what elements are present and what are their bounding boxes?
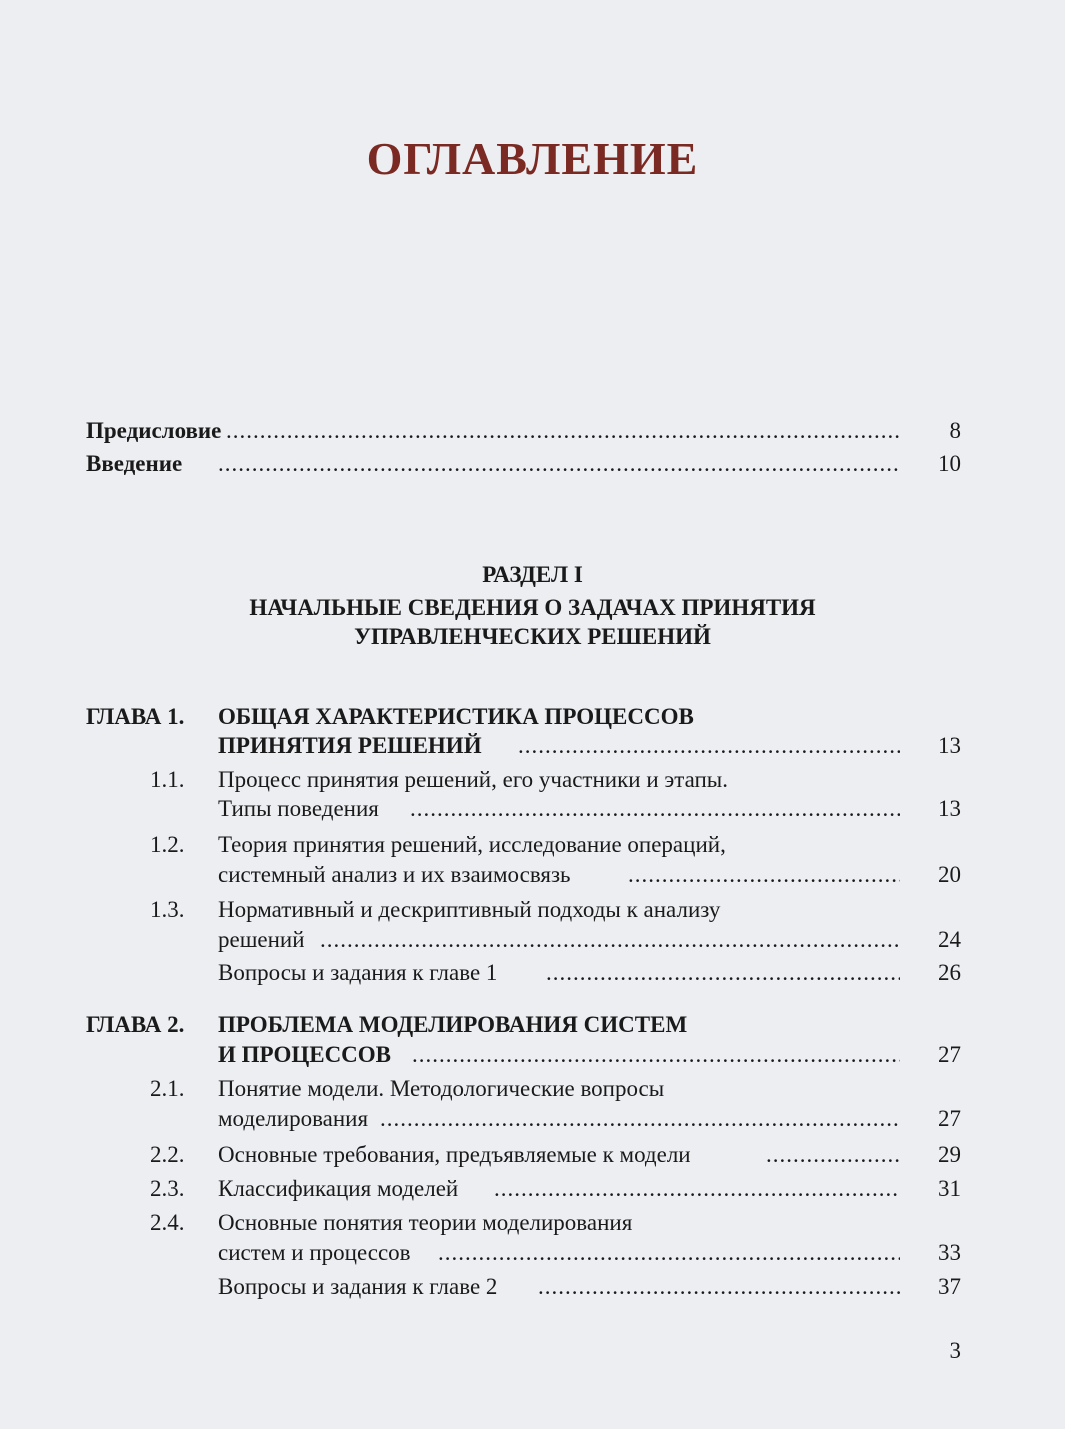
subsection-number: 2.3. [150, 1176, 185, 1201]
subsection-number: 2.1. [150, 1076, 185, 1101]
subsection-title-line2: Типы поведения [218, 796, 379, 821]
subsection-number: 2.4. [150, 1210, 185, 1235]
subsection-title-line1: Процесс принятия решений, его участники и этапы. [218, 767, 728, 792]
dot-leader [410, 794, 900, 824]
toc-page-number: 8 [949, 418, 961, 443]
subsection-title-line1: Понятие модели. Методологические вопросы [218, 1076, 665, 1101]
toc-page-number: 31 [938, 1176, 961, 1201]
subsection-title-line1: Классификация моделей [218, 1176, 459, 1201]
toc-page-number: 13 [938, 733, 961, 758]
toc-page-number: 27 [938, 1042, 961, 1067]
toc-entry-preface: Предисловие [86, 418, 222, 443]
toc-page-number: 27 [938, 1106, 961, 1131]
dot-leader [226, 416, 900, 446]
dot-leader [538, 1272, 900, 1302]
dot-leader [380, 1104, 900, 1134]
toc-page-number: 20 [938, 862, 961, 887]
subsection-title-line2: решений [218, 927, 305, 952]
dot-leader [320, 925, 900, 955]
dot-leader [546, 958, 900, 988]
subsection-number: 2.2. [150, 1142, 185, 1167]
toc-entry-introduction: Введение [86, 451, 183, 476]
toc-page-number: 24 [938, 927, 961, 952]
toc-page-number: 10 [938, 451, 961, 476]
chapter-title-line1: ОБЩАЯ ХАРАКТЕРИСТИКА ПРОЦЕССОВ [218, 704, 694, 729]
subsection-title-line1: Нормативный и дескриптивный подходы к анализу [218, 897, 721, 922]
section-label: РАЗДЕЛ I [482, 562, 583, 587]
dot-leader [766, 1140, 900, 1170]
subsection-title-line1: Основные понятия теории моделирования [218, 1210, 633, 1235]
dot-leader [412, 1040, 900, 1070]
toc-page-number: 37 [938, 1274, 961, 1299]
subsection-title-line2: систем и процессов [218, 1240, 411, 1265]
toc-page-number: 29 [938, 1142, 961, 1167]
questions-entry: Вопросы и задания к главе 2 [218, 1274, 498, 1299]
chapter-label: ГЛАВА 1. [86, 704, 185, 729]
dot-leader [628, 860, 900, 890]
subsection-number: 1.1. [150, 767, 185, 792]
subsection-title-line2: системный анализ и их взаимосвязь [218, 862, 571, 887]
section-title-line1: НАЧАЛЬНЫЕ СВЕДЕНИЯ О ЗАДАЧАХ ПРИНЯТИЯ [249, 595, 816, 620]
chapter-title-line2: ПРИНЯТИЯ РЕШЕНИЙ [218, 733, 482, 758]
dot-leader [218, 449, 900, 479]
dot-leader [494, 1174, 900, 1204]
toc-page-number: 26 [938, 960, 961, 985]
subsection-title-line2: моделирования [218, 1106, 369, 1131]
subsection-number: 1.3. [150, 897, 185, 922]
dot-leader [438, 1238, 900, 1268]
subsection-title-line1: Теория принятия решений, исследование операций, [218, 832, 726, 857]
subsection-title-line1: Основные требования, предъявляемые к модели [218, 1142, 691, 1167]
chapter-label: ГЛАВА 2. [86, 1012, 185, 1037]
questions-entry: Вопросы и задания к главе 1 [218, 960, 498, 985]
subsection-number: 1.2. [150, 832, 185, 857]
dot-leader [518, 731, 900, 761]
chapter-title-line2: И ПРОЦЕССОВ [218, 1042, 392, 1067]
toc-page-number: 33 [938, 1240, 961, 1265]
toc-page-number: 13 [938, 796, 961, 821]
page-number: 3 [949, 1338, 961, 1363]
page-title: ОГЛАВЛЕНИЕ [366, 133, 699, 184]
section-title-line2: УПРАВЛЕНЧЕСКИХ РЕШЕНИЙ [354, 624, 711, 649]
chapter-title-line1: ПРОБЛЕМА МОДЕЛИРОВАНИЯ СИСТЕМ [218, 1012, 688, 1037]
